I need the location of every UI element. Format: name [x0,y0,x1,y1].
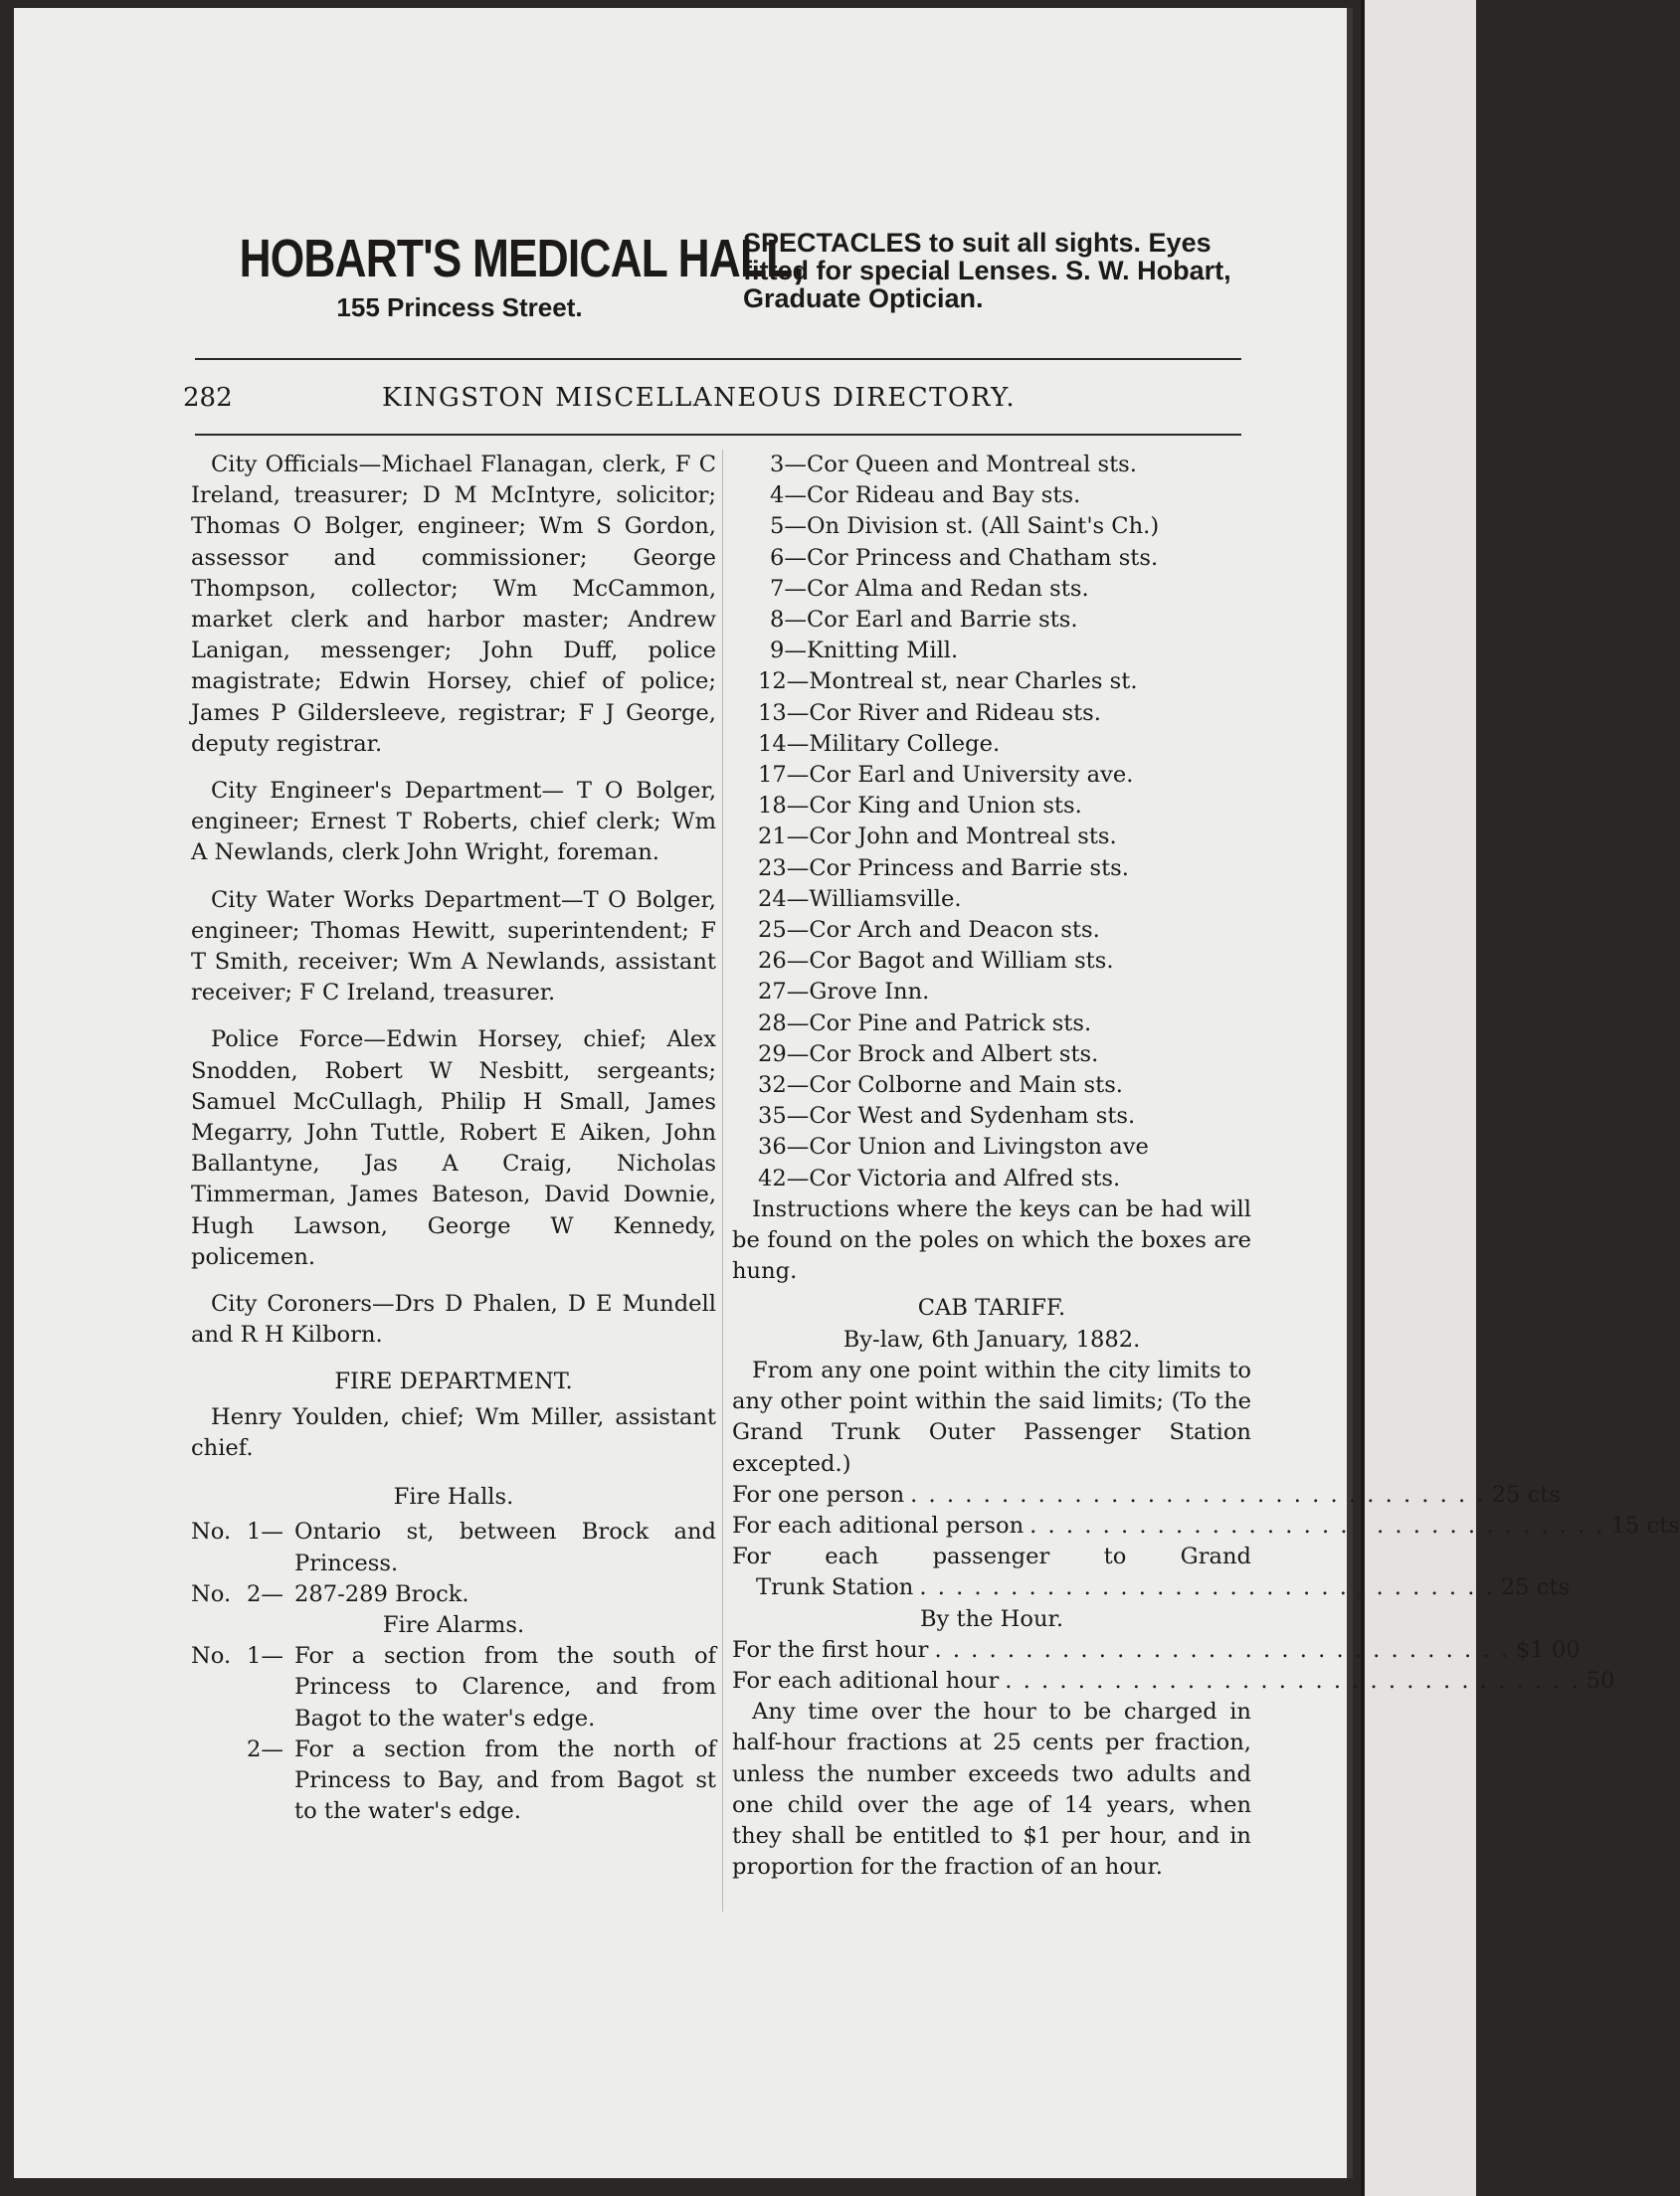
entry-number: 1— [247,1643,283,1670]
entry-label [191,1735,247,1828]
page-number: 282 [183,383,233,413]
alarm-box-item: 17—Cor Earl and University ave. [758,762,1134,789]
rate-label: For each aditional person [732,1512,1025,1539]
cab-tariff-heading: CAB TARIFF. [917,1295,1066,1322]
rate-row [732,1572,1571,1603]
fire-department-heading: FIRE DEPARTMENT. [334,1369,573,1395]
water-works-paragraph: City Water Works Department—T O Bolger, engineer; Thomas Hewitt, superintendent; F T Smith, receiver; Wm A Newlands, assistant receiver; F C Ireland, treasurer. [191,886,716,1006]
rate-leader: . . . . . . . . . . . . . . . . . . . . . . . . . . . . . . . . [910,1481,1486,1508]
alarm-box-item: 36—Cor Union and Livingston ave [758,1134,1149,1161]
alarm-box-item: 5—On Division st. (All Saint's Ch.) [770,513,1160,540]
ad-spectacles-text: SPECTACLES to suit all sights. Eyes fitted for special Lenses. S. W. Hobart, Graduate Optician. [743,228,1231,313]
city-officials-paragraph: City Officials—Michael Flanagan, clerk, F C Ireland, treasurer; D M McIntyre, solicitor; Thomas O Bolger, engineer; Wm S Gordon, assessor and commissioner; George Thompson, collector; Wm McCammon, market clerk and harbor master; Andrew Lanigan, messenger; John Duff, police magistrate; Edwin Horsey, chief of police; James P Gildersleeve, registrar; F J George, deputy registrar. [191,452,716,757]
alarm-box-list [732,450,1251,1194]
adjacent-page-edge [1361,0,1476,2196]
entry-text: Ontario st, between Brock and Princess. [294,1519,716,1576]
top-rule [195,358,1241,360]
alarm-box-item: 26—Cor Bagot and William sts. [758,948,1114,975]
entry-number: 1— [247,1519,283,1546]
ad-business-name: HOBART'S MEDICAL HALL, [239,229,804,288]
rate-leader: . . . . . . . . . . . . . . . . . . . . . . . . . . . . . . . . [934,1636,1510,1663]
column-divider [722,450,723,1912]
rate-amount: 25 cts [1500,1574,1571,1601]
fire-alarm-entry [191,1735,716,1828]
entry-text: For a section from the south of Princess to Clarence, and from Bagot to the water's edge. [294,1643,716,1732]
alarm-box-item: 25—Cor Arch and Deacon sts. [758,917,1100,944]
entry-label: No. [191,1519,232,1546]
alarm-box-item: 12—Montreal st, near Charles st. [758,668,1138,695]
fire-department-intro: Henry Youlden, chief; Wm Miller, assistant chief. [191,1403,716,1461]
alarm-box-item: 27—Grove Inn. [758,979,930,1006]
cab-bylaw-line: By-law, 6th January, 1882. [842,1326,1141,1353]
alarm-box-item: 32—Cor Colborne and Main sts. [758,1072,1123,1099]
alarm-box-item: 14—Military College. [758,730,1001,757]
hour-rate-row [732,1666,1615,1697]
engineers-department-paragraph: City Engineer's Department— T O Bolger, engineer; Ernest T Roberts, chief clerk; Wm A Newlands, clerk John Wright, foreman. [191,778,716,866]
rate-leader: . . . . . . . . . . . . . . . . . . . . . . . . . . . . . . . . [1029,1512,1605,1539]
hour-rate-row [732,1635,1581,1666]
left-column [191,450,716,1827]
rate-label: For each aditional hour [732,1667,1000,1694]
alarm-box-item: 42—Cor Victoria and Alfred sts. [758,1165,1121,1191]
keys-instructions: Instructions where the keys can be had will be found on the poles on which the boxes are hung. [732,1195,1251,1285]
rate-leader: . . . . . . . . . . . . . . . . . . . . . . . . . . . . . . . . [1005,1667,1581,1694]
alarm-box-item: 13—Cor River and Rideau sts. [758,699,1101,726]
alarm-box-item: 7—Cor Alma and Redan sts. [770,575,1089,602]
entry-text: 287-289 Brock. [294,1580,469,1607]
rate-label: Trunk Station [756,1574,914,1601]
rate-label: For the first hour [732,1636,929,1663]
advertisement [179,229,1253,348]
fire-hall-entry [191,1579,716,1610]
ad-business-address: 155 Princess Street. [336,292,583,322]
running-title: KINGSTON MISCELLANEOUS DIRECTORY. [382,383,1017,413]
entry-label: No. [191,1643,232,1670]
alarm-box-item: 35—Cor West and Sydenham sts. [758,1103,1136,1130]
grand-trunk-rate-label: For each passenger to Grand [732,1544,1251,1570]
cab-tariff-intro: From any one point within the city limits to any other point within the said limits; (To the Grand Trunk Outer Passenger Station excepted.) [732,1357,1251,1477]
rate-leader: . . . . . . . . . . . . . . . . . . . . . . . . . . . . . . . . [919,1574,1495,1601]
fire-alarm-entry [191,1641,716,1735]
fire-halls-heading: Fire Halls. [393,1484,514,1511]
alarm-box-item: 23—Cor Princess and Barrie sts. [758,854,1129,881]
alarm-box-item: 24—Williamsville. [758,885,962,912]
ad-business [191,229,804,324]
alarm-box-item: 6—Cor Princess and Chatham sts. [770,544,1159,571]
header-rule [195,434,1241,436]
entry-text: For a section from the north of Princess to Bay, and from Bagot st to the water's edge. [294,1736,716,1825]
rate-amount: 15 cts [1610,1512,1680,1539]
alarm-box-item: 8—Cor Earl and Barrie sts. [770,607,1078,634]
fire-alarms-heading: Fire Alarms. [382,1611,525,1638]
alarm-box-item: 29—Cor Brock and Albert sts. [758,1040,1099,1067]
entry-number: 2— [247,1736,283,1762]
fire-hall-entry [191,1517,716,1578]
alarm-box-item: 18—Cor King and Union sts. [758,793,1082,820]
rate-amount: 25 cts [1491,1481,1561,1508]
alarm-box-item: 28—Cor Pine and Patrick sts. [758,1009,1092,1036]
right-column [732,450,1680,1883]
police-force-paragraph: Police Force—Edwin Horsey, chief; Alex Snodden, Robert W Nesbitt, sergeants; Samuel McCullagh, Philip H Small, James Megarry, John Tuttle, Robert E Aiken, John Ballantyne, Jas A Craig, Nicholas Timmerman, James Bateson, David Downie, Hugh Lawson, George W Kennedy, policemen. [191,1026,716,1270]
rate-label: For one person [732,1481,905,1508]
alarm-box-item: 3—Cor Queen and Montreal sts. [770,452,1137,477]
rate-row [732,1511,1680,1542]
running-header [183,376,1237,420]
entry-number: 2— [247,1580,283,1607]
alarm-box-item: 21—Cor John and Montreal sts. [758,824,1117,850]
rate-row [732,1480,1561,1511]
rate-amount: 50 [1586,1667,1615,1694]
rate-amount: $1 00 [1515,1636,1581,1663]
alarm-box-item: 4—Cor Rideau and Bay sts. [770,482,1081,509]
entry-label: No. [191,1580,232,1607]
coroners-paragraph: City Coroners—Drs D Phalen, D E Mundell and R H Kilborn. [191,1291,716,1349]
hourly-terms-paragraph: Any time over the hour to be charged in half-hour fractions at 25 cents per fraction, unless the number exceeds two adults and one child over the age of 14 years, when they shall be entitled to $1 per hour, and in proportion for the fraction of an hour. [732,1699,1251,1881]
by-the-hour-heading: By the Hour. [919,1605,1064,1632]
alarm-box-item: 9—Knitting Mill. [770,638,959,664]
